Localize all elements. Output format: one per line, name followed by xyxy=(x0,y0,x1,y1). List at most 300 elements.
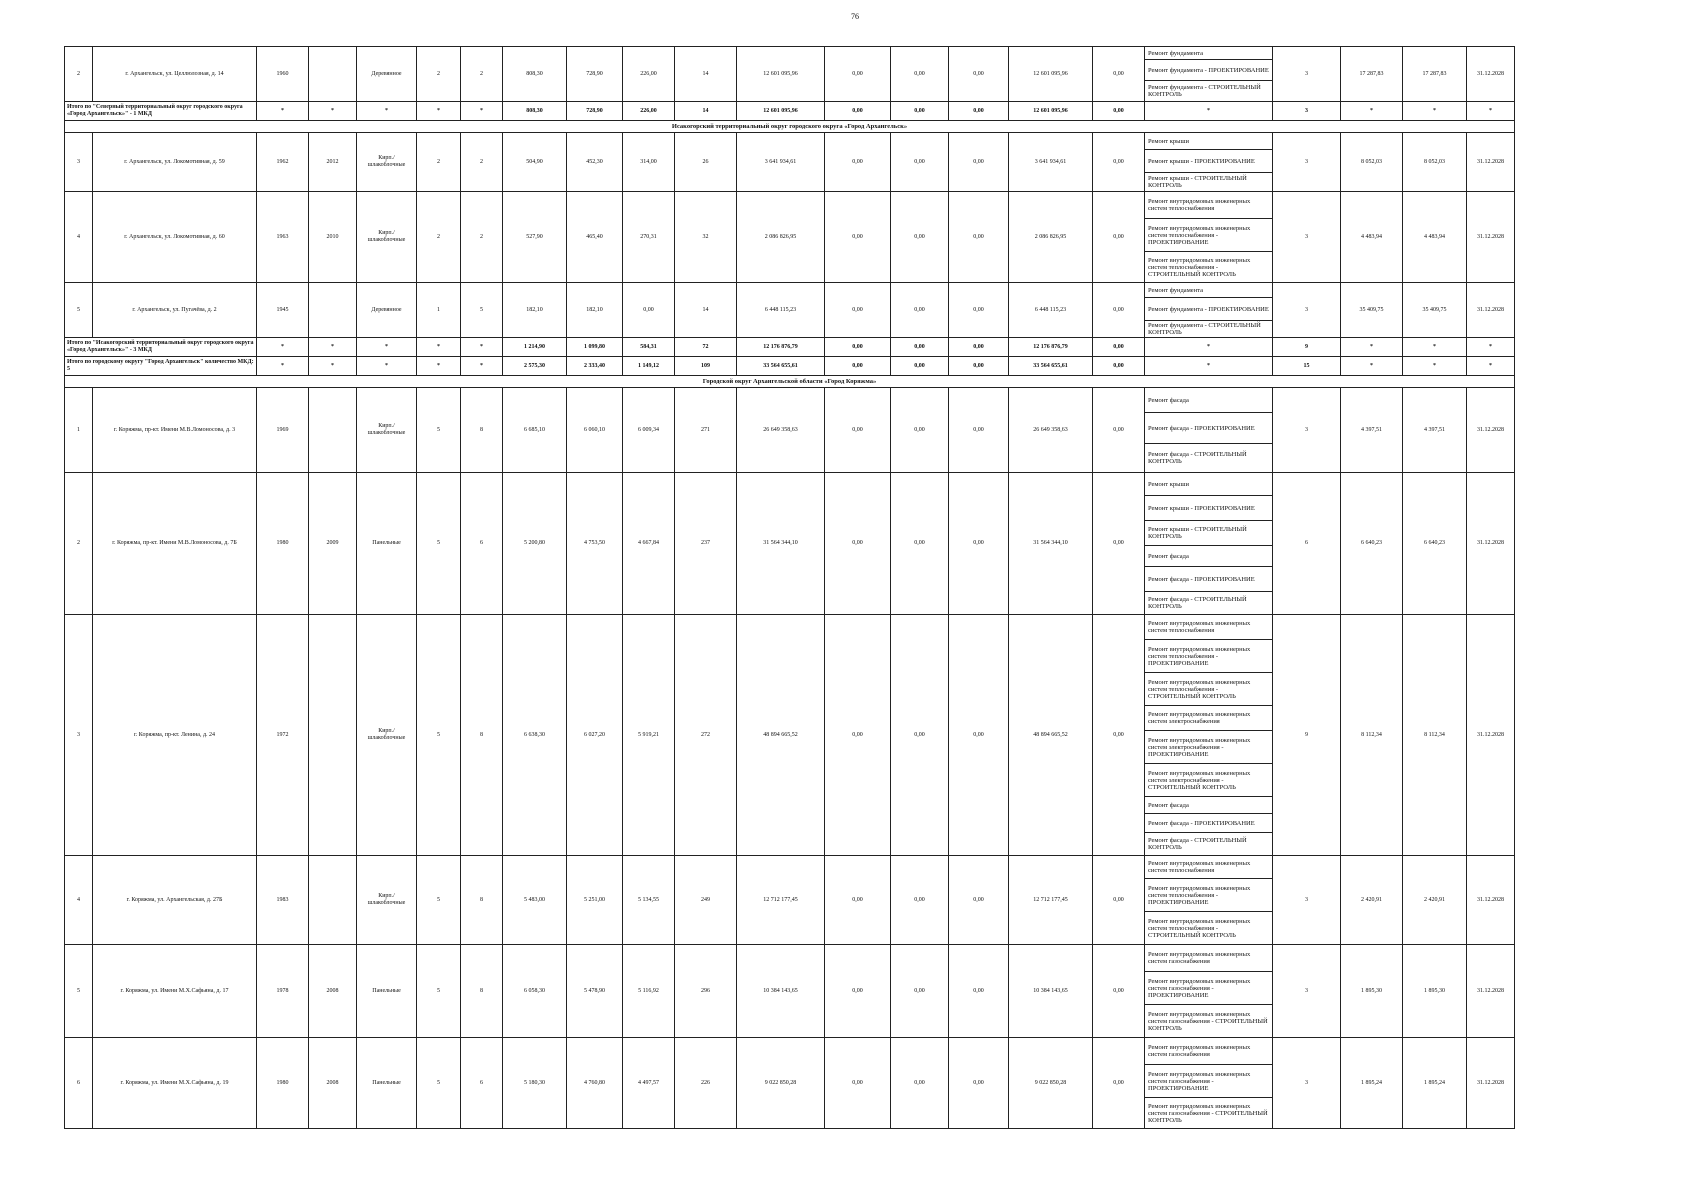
value-c3: 0,00 xyxy=(949,945,1009,1038)
value-cost-total: 26 649 358,63 xyxy=(737,388,825,473)
entrances-count: 8 xyxy=(461,945,503,1038)
subtotal-row xyxy=(65,102,1515,121)
value-area-total: 6 685,10 xyxy=(503,388,567,473)
subtotal-c5: 0,00 xyxy=(1093,102,1145,121)
work-count: 3 xyxy=(1273,47,1341,102)
house-address: г. Коряжма, ул. Имени М.Х.Сафьяна, д. 17 xyxy=(93,945,257,1038)
subtotal-c1: 0,00 xyxy=(825,357,891,376)
work-type: Ремонт фасада - СТРОИТЕЛЬНЫЙ КОНТРОЛЬ xyxy=(1145,833,1273,856)
value-area-living: 6 009,34 xyxy=(623,388,675,473)
limit-cost: 35 409,75 xyxy=(1403,283,1467,338)
year-built: 1960 xyxy=(257,47,309,102)
year-built: 1983 xyxy=(257,856,309,945)
subtotal-c3: 0,00 xyxy=(949,102,1009,121)
work-type: Ремонт фундамента - ПРОЕКТИРОВАНИЕ xyxy=(1145,60,1273,81)
limit-cost: 4 483,94 xyxy=(1403,192,1467,283)
floors-count: 5 xyxy=(417,388,461,473)
subtotal-c2: 0,00 xyxy=(891,102,949,121)
work-type: Ремонт крыши - ПРОЕКТИРОВАНИЕ xyxy=(1145,496,1273,521)
subtotal-placeholder: * xyxy=(1341,338,1403,357)
house-row xyxy=(65,133,1515,150)
page-number: 76 xyxy=(851,12,859,21)
row-number: 4 xyxy=(65,856,93,945)
year-last-repair: 2008 xyxy=(309,945,357,1038)
work-type: Ремонт внутридомовых инженерных систем газоснабжения - СТРОИТЕЛЬНЫЙ КОНТРОЛЬ xyxy=(1145,1098,1273,1129)
subtotal-placeholder: * xyxy=(1341,102,1403,121)
subtotal-placeholder: * xyxy=(1403,338,1467,357)
value-area-all: 182,10 xyxy=(567,283,623,338)
year-last-repair: 2010 xyxy=(309,192,357,283)
value-c5: 0,00 xyxy=(1093,615,1145,856)
subtotal-placeholder: * xyxy=(309,102,357,121)
floors-count: 2 xyxy=(417,192,461,283)
subtotal-placeholder: * xyxy=(417,102,461,121)
year-built: 1972 xyxy=(257,615,309,856)
subtotal-c3: 0,00 xyxy=(949,338,1009,357)
subtotal-residents: 109 xyxy=(675,357,737,376)
house-row xyxy=(65,388,1515,413)
entrances-count: 8 xyxy=(461,856,503,945)
work-type: Ремонт внутридомовых инженерных систем теплоснабжения - СТРОИТЕЛЬНЫЙ КОНТРОЛЬ xyxy=(1145,252,1273,283)
house-row xyxy=(65,615,1515,640)
value-c4: 3 641 934,61 xyxy=(1009,133,1093,192)
subtotal-area-living: 1 149,12 xyxy=(623,357,675,376)
value-c1: 0,00 xyxy=(825,133,891,192)
subtotal-placeholder: * xyxy=(1403,357,1467,376)
wall-material: Кирп./ шлакоблочные xyxy=(357,388,417,473)
value-area-total: 182,10 xyxy=(503,283,567,338)
value-cost-total: 3 641 934,61 xyxy=(737,133,825,192)
subtotal-c4: 33 564 655,61 xyxy=(1009,357,1093,376)
value-c4: 9 022 850,28 xyxy=(1009,1038,1093,1129)
floors-count: 5 xyxy=(417,856,461,945)
subtotal-c1: 0,00 xyxy=(825,102,891,121)
value-area-all: 5 251,00 xyxy=(567,856,623,945)
year-built: 1980 xyxy=(257,473,309,615)
subtotal-area-total: 808,30 xyxy=(503,102,567,121)
subtotal-area-all: 728,90 xyxy=(567,102,623,121)
subtotal-placeholder: * xyxy=(309,338,357,357)
value-cost-total: 48 894 665,52 xyxy=(737,615,825,856)
value-c4: 31 564 344,10 xyxy=(1009,473,1093,615)
subtotal-placeholder: * xyxy=(461,357,503,376)
district-title: Исакогорский территориальный округ городского округа «Город Архангельск» xyxy=(65,121,1515,133)
limit-cost: 17 287,83 xyxy=(1403,47,1467,102)
work-type: Ремонт внутридомовых инженерных систем теплоснабжения xyxy=(1145,192,1273,219)
deadline-date: 31.12.2028 xyxy=(1467,47,1515,102)
value-residents: 26 xyxy=(675,133,737,192)
work-type: Ремонт внутридомовых инженерных систем газоснабжения - ПРОЕКТИРОВАНИЕ xyxy=(1145,972,1273,1005)
deadline-date: 31.12.2028 xyxy=(1467,388,1515,473)
row-number: 3 xyxy=(65,615,93,856)
house-row xyxy=(65,47,1515,60)
year-built: 1978 xyxy=(257,945,309,1038)
work-type: Ремонт фундамента - СТРОИТЕЛЬНЫЙ КОНТРОЛЬ xyxy=(1145,321,1273,338)
subtotal-area-total: 2 575,30 xyxy=(503,357,567,376)
district-header-row xyxy=(65,376,1515,388)
work-type: Ремонт внутридомовых инженерных систем теплоснабжения - СТРОИТЕЛЬНЫЙ КОНТРОЛЬ xyxy=(1145,673,1273,706)
house-address: г. Коряжма, пр-кт. Имени М.В.Ломоносова, д. 7Б xyxy=(93,473,257,615)
entrances-count: 8 xyxy=(461,388,503,473)
deadline-date: 31.12.2028 xyxy=(1467,615,1515,856)
value-residents: 237 xyxy=(675,473,737,615)
capital-repair-register-table xyxy=(64,46,1515,1129)
value-c1: 0,00 xyxy=(825,615,891,856)
subtotal-placeholder: * xyxy=(257,338,309,357)
subtotal-area-all: 2 333,40 xyxy=(567,357,623,376)
work-type: Ремонт внутридомовых инженерных систем теплоснабжения xyxy=(1145,856,1273,879)
value-c2: 0,00 xyxy=(891,1038,949,1129)
wall-material: Деревянное xyxy=(357,283,417,338)
floors-count: 1 xyxy=(417,283,461,338)
work-type: Ремонт крыши - ПРОЕКТИРОВАНИЕ xyxy=(1145,150,1273,173)
row-number: 5 xyxy=(65,283,93,338)
deadline-date: 31.12.2028 xyxy=(1467,283,1515,338)
value-area-all: 6 027,20 xyxy=(567,615,623,856)
subtotal-area-all: 1 099,80 xyxy=(567,338,623,357)
subtotal-area-living: 584,31 xyxy=(623,338,675,357)
row-number: 2 xyxy=(65,473,93,615)
unit-cost: 4 397,51 xyxy=(1341,388,1403,473)
house-row xyxy=(65,283,1515,298)
subtotal-area-living: 226,00 xyxy=(623,102,675,121)
subtotal-placeholder: * xyxy=(461,102,503,121)
value-c3: 0,00 xyxy=(949,473,1009,615)
value-c5: 0,00 xyxy=(1093,133,1145,192)
value-residents: 14 xyxy=(675,47,737,102)
value-c5: 0,00 xyxy=(1093,192,1145,283)
value-c4: 6 448 115,23 xyxy=(1009,283,1093,338)
value-area-all: 452,30 xyxy=(567,133,623,192)
floors-count: 5 xyxy=(417,615,461,856)
row-number: 4 xyxy=(65,192,93,283)
subtotal-placeholder: * xyxy=(309,357,357,376)
year-built: 1945 xyxy=(257,283,309,338)
value-c3: 0,00 xyxy=(949,133,1009,192)
subtotal-cost-total: 12 176 876,79 xyxy=(737,338,825,357)
subtotal-c1: 0,00 xyxy=(825,338,891,357)
value-area-all: 6 060,10 xyxy=(567,388,623,473)
entrances-count: 5 xyxy=(461,283,503,338)
value-c5: 0,00 xyxy=(1093,283,1145,338)
value-c4: 26 649 358,63 xyxy=(1009,388,1093,473)
work-type: Ремонт фасада xyxy=(1145,797,1273,814)
year-built: 1980 xyxy=(257,1038,309,1129)
year-last-repair xyxy=(309,856,357,945)
work-type: Ремонт фундамента xyxy=(1145,283,1273,298)
value-c2: 0,00 xyxy=(891,133,949,192)
work-count: 9 xyxy=(1273,615,1341,856)
wall-material: Панельные xyxy=(357,473,417,615)
work-type: Ремонт внутридомовых инженерных систем электроснабжения - ПРОЕКТИРОВАНИЕ xyxy=(1145,731,1273,764)
subtotal-c5: 0,00 xyxy=(1093,357,1145,376)
deadline-date: 31.12.2028 xyxy=(1467,945,1515,1038)
limit-cost: 8 112,34 xyxy=(1403,615,1467,856)
value-cost-total: 6 448 115,23 xyxy=(737,283,825,338)
row-number: 3 xyxy=(65,133,93,192)
subtotal-placeholder: * xyxy=(461,338,503,357)
wall-material: Панельные xyxy=(357,1038,417,1129)
value-cost-total: 31 564 344,10 xyxy=(737,473,825,615)
house-address: г. Архангельск, ул. Пугачёва, д. 2 xyxy=(93,283,257,338)
value-c4: 2 086 826,95 xyxy=(1009,192,1093,283)
work-type: Ремонт внутридомовых инженерных систем теплоснабжения - СТРОИТЕЛЬНЫЙ КОНТРОЛЬ xyxy=(1145,912,1273,945)
value-area-total: 527,90 xyxy=(503,192,567,283)
subtotal-c4: 12 176 876,79 xyxy=(1009,338,1093,357)
unit-cost: 1 895,30 xyxy=(1341,945,1403,1038)
subtotal-placeholder: * xyxy=(1145,102,1273,121)
subtotal-c5: 0,00 xyxy=(1093,338,1145,357)
subtotal-c3: 0,00 xyxy=(949,357,1009,376)
subtotal-area-total: 1 214,90 xyxy=(503,338,567,357)
deadline-date: 31.12.2028 xyxy=(1467,856,1515,945)
value-c2: 0,00 xyxy=(891,473,949,615)
unit-cost: 2 420,91 xyxy=(1341,856,1403,945)
value-c3: 0,00 xyxy=(949,856,1009,945)
entrances-count: 2 xyxy=(461,133,503,192)
subtotal-placeholder: * xyxy=(417,338,461,357)
value-c4: 12 601 095,96 xyxy=(1009,47,1093,102)
unit-cost: 8 052,03 xyxy=(1341,133,1403,192)
value-area-living: 4 667,84 xyxy=(623,473,675,615)
subtotal-placeholder: * xyxy=(1467,338,1515,357)
value-c2: 0,00 xyxy=(891,283,949,338)
value-residents: 226 xyxy=(675,1038,737,1129)
house-address: г. Коряжма, пр-кт. Имени М.В.Ломоносова, д. 3 xyxy=(93,388,257,473)
value-c5: 0,00 xyxy=(1093,856,1145,945)
subtotal-label: Итого по "Исакогорский территориальный округ городского округа «Город Архангельск»" - 3 МКД xyxy=(65,338,257,357)
value-c3: 0,00 xyxy=(949,192,1009,283)
district-title: Городской округ Архангельской области «Город Коряжма» xyxy=(65,376,1515,388)
district-header-row xyxy=(65,121,1515,133)
row-number: 1 xyxy=(65,388,93,473)
house-row xyxy=(65,856,1515,879)
row-number: 5 xyxy=(65,945,93,1038)
work-count: 6 xyxy=(1273,473,1341,615)
value-area-living: 5 116,92 xyxy=(623,945,675,1038)
limit-cost: 2 420,91 xyxy=(1403,856,1467,945)
value-area-total: 5 483,00 xyxy=(503,856,567,945)
wall-material: Кирп./ шлакоблочные xyxy=(357,856,417,945)
work-type: Ремонт фасада - ПРОЕКТИРОВАНИЕ xyxy=(1145,814,1273,833)
row-number: 6 xyxy=(65,1038,93,1129)
work-type: Ремонт внутридомовых инженерных систем газоснабжения - СТРОИТЕЛЬНЫЙ КОНТРОЛЬ xyxy=(1145,1005,1273,1038)
value-c1: 0,00 xyxy=(825,192,891,283)
work-type: Ремонт внутридомовых инженерных систем теплоснабжения - ПРОЕКТИРОВАНИЕ xyxy=(1145,219,1273,252)
floors-count: 5 xyxy=(417,1038,461,1129)
value-residents: 32 xyxy=(675,192,737,283)
unit-cost: 35 409,75 xyxy=(1341,283,1403,338)
value-c1: 0,00 xyxy=(825,945,891,1038)
subtotal-cost-total: 12 601 095,96 xyxy=(737,102,825,121)
limit-cost: 1 895,24 xyxy=(1403,1038,1467,1129)
value-area-living: 5 134,55 xyxy=(623,856,675,945)
subtotal-residents: 14 xyxy=(675,102,737,121)
subtotal-placeholder: * xyxy=(357,102,417,121)
value-c5: 0,00 xyxy=(1093,388,1145,473)
value-area-total: 5 180,30 xyxy=(503,1038,567,1129)
value-area-living: 226,00 xyxy=(623,47,675,102)
subtotal-work-count: 3 xyxy=(1273,102,1341,121)
work-type: Ремонт крыши xyxy=(1145,133,1273,150)
floors-count: 2 xyxy=(417,47,461,102)
house-row xyxy=(65,945,1515,972)
work-count: 3 xyxy=(1273,192,1341,283)
work-type: Ремонт фундамента - СТРОИТЕЛЬНЫЙ КОНТРОЛЬ xyxy=(1145,81,1273,102)
value-c5: 0,00 xyxy=(1093,1038,1145,1129)
limit-cost: 1 895,30 xyxy=(1403,945,1467,1038)
work-type: Ремонт внутридомовых инженерных систем электроснабжения xyxy=(1145,706,1273,731)
value-c3: 0,00 xyxy=(949,615,1009,856)
work-type: Ремонт фасада - СТРОИТЕЛЬНЫЙ КОНТРОЛЬ xyxy=(1145,592,1273,615)
house-address: г. Коряжма, ул. Архангельская, д. 27Б xyxy=(93,856,257,945)
deadline-date: 31.12.2028 xyxy=(1467,473,1515,615)
limit-cost: 6 640,23 xyxy=(1403,473,1467,615)
value-c1: 0,00 xyxy=(825,47,891,102)
work-type: Ремонт внутридомовых инженерных систем электроснабжения - СТРОИТЕЛЬНЫЙ КОНТРОЛЬ xyxy=(1145,764,1273,797)
subtotal-cost-total: 33 564 655,61 xyxy=(737,357,825,376)
work-type: Ремонт фасада - СТРОИТЕЛЬНЫЙ КОНТРОЛЬ xyxy=(1145,444,1273,473)
work-count: 3 xyxy=(1273,945,1341,1038)
value-area-all: 728,90 xyxy=(567,47,623,102)
work-count: 3 xyxy=(1273,133,1341,192)
value-c2: 0,00 xyxy=(891,47,949,102)
unit-cost: 8 112,34 xyxy=(1341,615,1403,856)
year-built: 1969 xyxy=(257,388,309,473)
unit-cost: 6 640,23 xyxy=(1341,473,1403,615)
work-type: Ремонт внутридомовых инженерных систем газоснабжения xyxy=(1145,1038,1273,1065)
year-built: 1962 xyxy=(257,133,309,192)
subtotal-placeholder: * xyxy=(1467,102,1515,121)
entrances-count: 8 xyxy=(461,615,503,856)
entrances-count: 6 xyxy=(461,1038,503,1129)
subtotal-label: Итого по "Северный территориальный округ городского округа «Город Архангельск»" - 1 МКД xyxy=(65,102,257,121)
house-address: г. Архангельск, ул. Локомотивная, д. 59 xyxy=(93,133,257,192)
value-c1: 0,00 xyxy=(825,388,891,473)
work-type: Ремонт внутридомовых инженерных систем теплоснабжения xyxy=(1145,615,1273,640)
value-c3: 0,00 xyxy=(949,283,1009,338)
value-c4: 10 384 143,65 xyxy=(1009,945,1093,1038)
house-row xyxy=(65,473,1515,496)
value-residents: 271 xyxy=(675,388,737,473)
subtotal-placeholder: * xyxy=(1467,357,1515,376)
value-c3: 0,00 xyxy=(949,47,1009,102)
value-c5: 0,00 xyxy=(1093,945,1145,1038)
work-count: 3 xyxy=(1273,283,1341,338)
value-area-total: 808,30 xyxy=(503,47,567,102)
work-type: Ремонт внутридомовых инженерных систем газоснабжения xyxy=(1145,945,1273,972)
value-area-total: 6 058,30 xyxy=(503,945,567,1038)
work-type: Ремонт крыши xyxy=(1145,473,1273,496)
year-last-repair xyxy=(309,47,357,102)
row-number: 2 xyxy=(65,47,93,102)
house-address: г. Архангельск, ул. Локомотивная, д. 60 xyxy=(93,192,257,283)
unit-cost: 1 895,24 xyxy=(1341,1038,1403,1129)
work-type: Ремонт фасада xyxy=(1145,388,1273,413)
value-cost-total: 12 601 095,96 xyxy=(737,47,825,102)
value-area-total: 6 638,30 xyxy=(503,615,567,856)
value-cost-total: 12 712 177,45 xyxy=(737,856,825,945)
floors-count: 5 xyxy=(417,945,461,1038)
deadline-date: 31.12.2028 xyxy=(1467,192,1515,283)
limit-cost: 4 397,51 xyxy=(1403,388,1467,473)
value-area-living: 5 919,21 xyxy=(623,615,675,856)
deadline-date: 31.12.2028 xyxy=(1467,133,1515,192)
value-area-total: 5 200,80 xyxy=(503,473,567,615)
entrances-count: 2 xyxy=(461,192,503,283)
work-type: Ремонт фундамента xyxy=(1145,47,1273,60)
subtotal-placeholder: * xyxy=(417,357,461,376)
work-type: Ремонт внутридомовых инженерных систем газоснабжения - ПРОЕКТИРОВАНИЕ xyxy=(1145,1065,1273,1098)
value-area-living: 314,00 xyxy=(623,133,675,192)
work-type: Ремонт крыши - СТРОИТЕЛЬНЫЙ КОНТРОЛЬ xyxy=(1145,173,1273,192)
subtotal-placeholder: * xyxy=(1341,357,1403,376)
house-row xyxy=(65,1038,1515,1065)
subtotal-placeholder: * xyxy=(1403,102,1467,121)
work-type: Ремонт крыши - СТРОИТЕЛЬНЫЙ КОНТРОЛЬ xyxy=(1145,521,1273,546)
work-type: Ремонт фасада - ПРОЕКТИРОВАНИЕ xyxy=(1145,413,1273,444)
wall-material: Кирп./ шлакоблочные xyxy=(357,133,417,192)
subtotal-placeholder: * xyxy=(357,357,417,376)
value-cost-total: 2 086 826,95 xyxy=(737,192,825,283)
value-area-all: 4 753,50 xyxy=(567,473,623,615)
value-c4: 48 894 665,52 xyxy=(1009,615,1093,856)
subtotal-placeholder: * xyxy=(1145,357,1273,376)
value-c1: 0,00 xyxy=(825,1038,891,1129)
value-area-all: 4 760,80 xyxy=(567,1038,623,1129)
deadline-date: 31.12.2028 xyxy=(1467,1038,1515,1129)
value-c2: 0,00 xyxy=(891,388,949,473)
work-type: Ремонт внутридомовых инженерных систем теплоснабжения - ПРОЕКТИРОВАНИЕ xyxy=(1145,879,1273,912)
value-area-living: 270,31 xyxy=(623,192,675,283)
house-address: г. Архангельск, ул. Целлюлозная, д. 14 xyxy=(93,47,257,102)
unit-cost: 4 483,94 xyxy=(1341,192,1403,283)
subtotal-label: Итого по городскому округу "Город Архангельск" количество МКД: 5 xyxy=(65,357,257,376)
floors-count: 5 xyxy=(417,473,461,615)
value-area-all: 465,40 xyxy=(567,192,623,283)
subtotal-placeholder: * xyxy=(1145,338,1273,357)
value-area-living: 0,00 xyxy=(623,283,675,338)
value-area-total: 504,90 xyxy=(503,133,567,192)
subtotal-c4: 12 601 095,96 xyxy=(1009,102,1093,121)
value-area-living: 4 497,57 xyxy=(623,1038,675,1129)
work-type: Ремонт фасада xyxy=(1145,546,1273,567)
year-last-repair: 2008 xyxy=(309,1038,357,1129)
value-residents: 272 xyxy=(675,615,737,856)
unit-cost: 17 287,83 xyxy=(1341,47,1403,102)
entrances-count: 2 xyxy=(461,47,503,102)
value-c1: 0,00 xyxy=(825,856,891,945)
subtotal-work-count: 15 xyxy=(1273,357,1341,376)
work-count: 3 xyxy=(1273,388,1341,473)
subtotal-c2: 0,00 xyxy=(891,357,949,376)
subtotal-work-count: 9 xyxy=(1273,338,1341,357)
floors-count: 2 xyxy=(417,133,461,192)
work-type: Ремонт фасада - ПРОЕКТИРОВАНИЕ xyxy=(1145,567,1273,592)
year-last-repair xyxy=(309,388,357,473)
value-c2: 0,00 xyxy=(891,192,949,283)
value-c2: 0,00 xyxy=(891,856,949,945)
house-address: г. Коряжма, пр-кт. Ленина, д. 24 xyxy=(93,615,257,856)
wall-material: Кирп./ шлакоблочные xyxy=(357,615,417,856)
work-count: 3 xyxy=(1273,1038,1341,1129)
house-address: г. Коряжма, ул. Имени М.Х.Сафьяна, д. 19 xyxy=(93,1038,257,1129)
value-area-all: 5 478,90 xyxy=(567,945,623,1038)
value-c3: 0,00 xyxy=(949,388,1009,473)
entrances-count: 6 xyxy=(461,473,503,615)
value-c2: 0,00 xyxy=(891,615,949,856)
subtotal-placeholder: * xyxy=(257,102,309,121)
